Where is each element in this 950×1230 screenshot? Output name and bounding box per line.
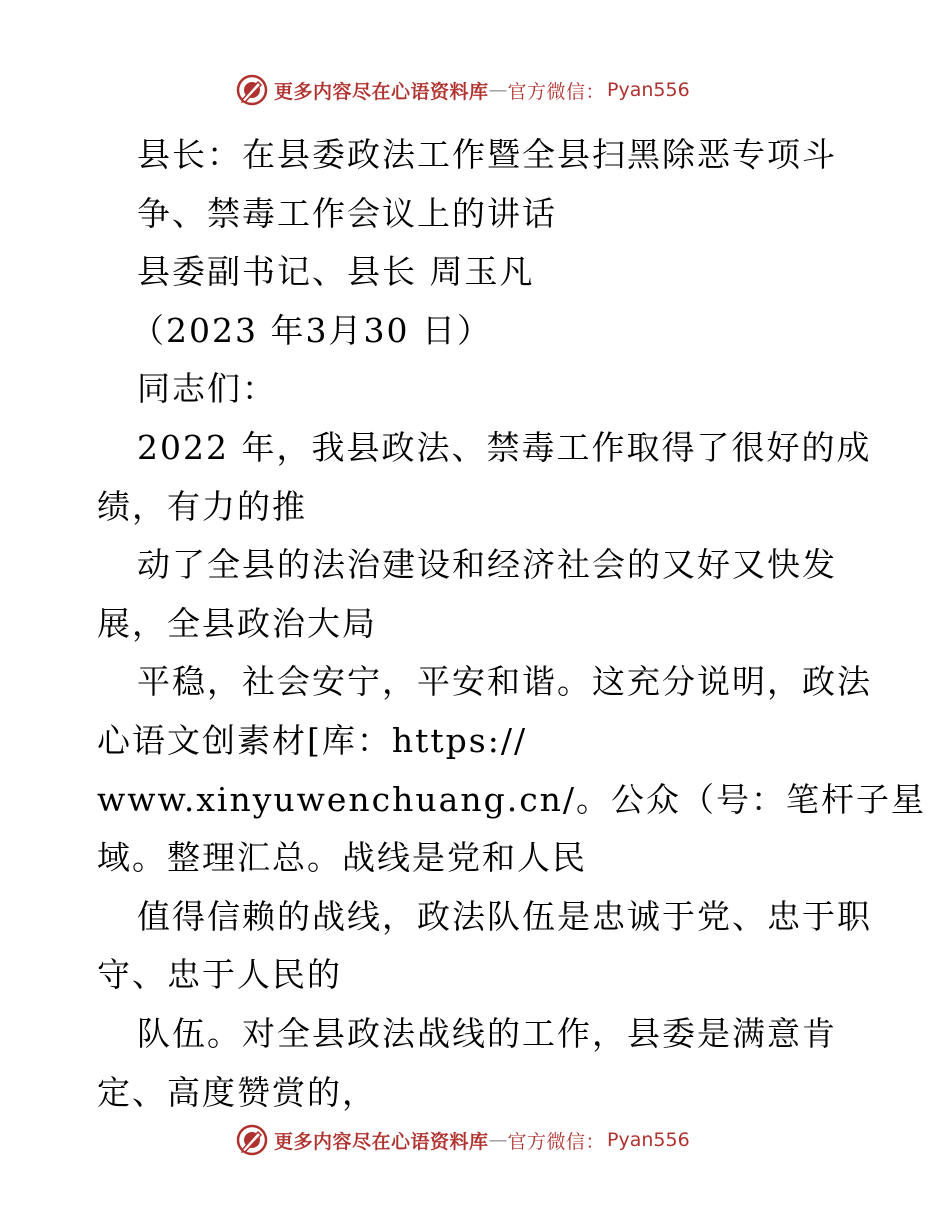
- body-line: 平稳，社会安宁，平安和谐。这充分说明，政法: [137, 662, 872, 702]
- banner-wechat-id: Pyan556: [607, 79, 690, 101]
- body-line: 定、高度赞赏的，: [97, 1072, 377, 1112]
- body-line: 心语文创素材[库：https://: [97, 720, 528, 760]
- body-line: 守、忠于人民的: [97, 955, 342, 995]
- body-line: 绩，有力的推: [97, 486, 307, 526]
- body-line: 值得信赖的战线，政法队伍是忠诚于党、忠于职: [137, 896, 872, 936]
- banner-wechat-id: Pyan556: [607, 1129, 690, 1151]
- pen-logo-icon: [236, 1124, 268, 1156]
- banner-dash: —: [488, 1129, 508, 1151]
- salutation-line: 同志们：: [137, 369, 277, 409]
- body-line: 展，全县政治大局: [97, 603, 377, 643]
- title-line-1: 县长：在县委政法工作暨全县扫黑除恶专项斗: [137, 135, 837, 174]
- footer-banner: [236, 1123, 690, 1157]
- body-line: 域。整理汇总。战线是党和人民: [97, 838, 587, 878]
- author-line: 县委副书记、县长 周玉凡: [137, 252, 535, 292]
- banner-main-text: 更多内容尽在心语资料库: [274, 1130, 489, 1153]
- body-line: 动了全县的法治建设和经济社会的又好又快发: [137, 545, 837, 585]
- banner-main-text: 更多内容尽在心语资料库: [274, 80, 489, 103]
- document-body: [97, 126, 927, 1122]
- banner-dash: —: [488, 79, 508, 101]
- banner-wechat-label: 官方微信：: [507, 80, 606, 103]
- banner-wechat-label: 官方微信：: [507, 1130, 606, 1153]
- body-line: 2022 年，我县政法、禁毒工作取得了很好的成: [137, 427, 872, 467]
- body-line: 队伍。对全县政法战线的工作，县委是满意肯: [137, 1013, 837, 1053]
- body-line: www.xinyuwenchuang.cn/。公众（号：笔杆子星: [97, 779, 927, 819]
- date-line: （2023 年3月30 日）: [131, 310, 492, 350]
- title-line-2: 争、禁毒工作会议上的讲话: [137, 193, 557, 233]
- pen-logo-icon: [236, 74, 268, 106]
- header-banner: [236, 73, 690, 107]
